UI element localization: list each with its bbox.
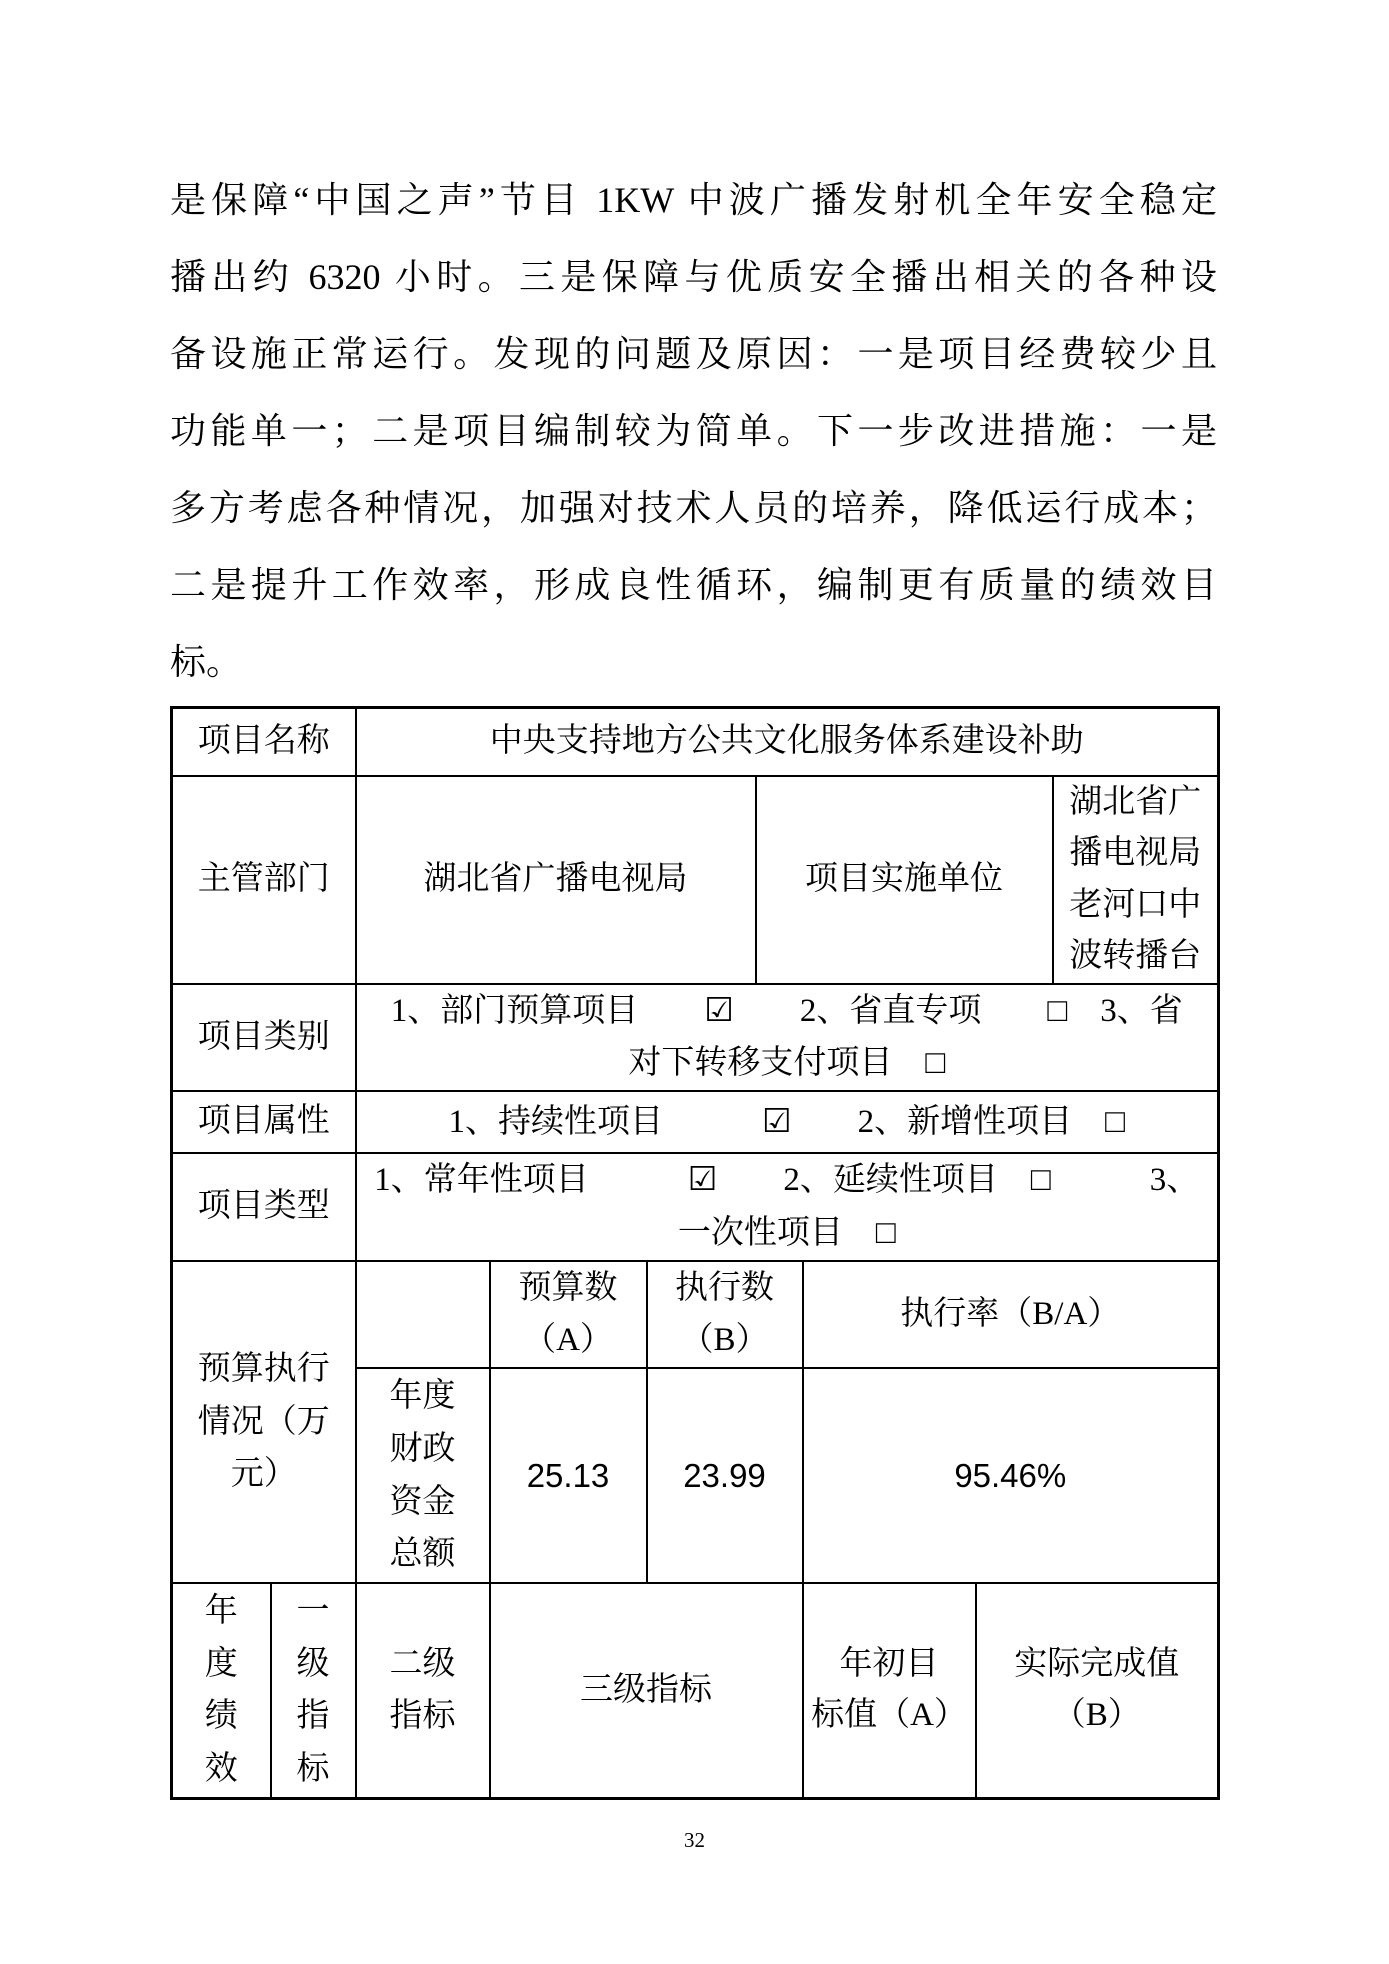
type-options-line2: 一次性项目 □	[677, 1215, 896, 1252]
type-label-cell: 项目类型	[172, 1153, 356, 1261]
exec-value-cell: 23.99	[647, 1368, 803, 1583]
performance-label-cell	[172, 1583, 271, 1798]
budget-col-a-header-cell: 预算数 （A）	[490, 1261, 647, 1368]
body-paragraph	[170, 162, 1217, 701]
project-name-label-cell: 项目名称	[172, 708, 356, 776]
row-attribute	[172, 1091, 1219, 1153]
paragraph-line: 播出约 6320 小时。三是保障与优质安全播出相关的各种设	[170, 257, 1217, 297]
level1-indicator-cell	[271, 1583, 356, 1798]
row-type	[172, 1153, 1219, 1261]
level2-indicator-label: 二级指标	[389, 1645, 456, 1735]
budget-empty-cell	[356, 1261, 490, 1368]
actual-value-header-cell: 实际完成值 （B）	[976, 1583, 1219, 1798]
page-content	[170, 162, 1217, 1800]
budget-section-label: 预算执行情况（万元）	[197, 1350, 330, 1493]
impl-unit-label-cell: 项目实施单位	[756, 776, 1053, 984]
level2-indicator-cell	[356, 1583, 490, 1798]
paragraph-line: 备设施正常运行。发现的问题及原因：一是项目经费较少且	[170, 334, 1217, 374]
impl-unit-value-cell: 湖北省广播电视局老河口中波转播台	[1053, 776, 1219, 984]
attribute-options-cell	[356, 1091, 1219, 1153]
paragraph-line: 二是提升工作效率，形成良性循环，编制更有质量的绩效目	[170, 565, 1217, 605]
level1-indicator-label: 一级指标	[296, 1592, 330, 1788]
row-project-name	[172, 708, 1219, 776]
type-options-line1: 1、常年性项目 ☑ 2、延续性项目 □ 3、	[374, 1162, 1200, 1199]
row-budget-header	[172, 1261, 1219, 1368]
budget-row-label-cell	[356, 1368, 490, 1583]
dept-label-cell: 主管部门	[172, 776, 356, 984]
row-dept	[172, 776, 1219, 984]
project-info-table	[170, 706, 1220, 1800]
budget-section-label-cell	[172, 1261, 356, 1583]
paragraph-line: 是保障“中国之声”节目 1KW 中波广播发射机全年安全稳定	[170, 180, 1217, 220]
paragraph-line: 标。	[170, 642, 243, 682]
category-label-cell: 项目类别	[172, 984, 356, 1092]
budget-value-cell: 25.13	[490, 1368, 647, 1583]
level3-indicator-cell: 三级指标	[490, 1583, 803, 1798]
project-name-value-cell: 中央支持地方公共文化服务体系建设补助	[356, 708, 1219, 776]
attribute-label-cell: 项目属性	[172, 1091, 356, 1153]
paragraph-line: 多方考虑各种情况，加强对技术人员的培养，降低运行成本；	[170, 488, 1217, 528]
budget-row-label: 年度财政资金总额	[389, 1378, 456, 1573]
category-options-cell	[356, 984, 1219, 1092]
attribute-options-line1: 1、持续性项目 ☑ 2、新增性项目 □	[448, 1103, 1126, 1140]
row-performance-header	[172, 1583, 1219, 1798]
rate-value-cell: 95.46%	[803, 1368, 1219, 1583]
category-options-line1: 1、部门预算项目 ☑ 2、省直专项 □ 3、省	[390, 992, 1183, 1029]
dept-value-cell: 湖北省广播电视局	[356, 776, 756, 984]
category-options-line2: 对下转移支付项目 □	[628, 1045, 946, 1082]
target-value-header-cell: 年初目 标值（A）	[803, 1583, 976, 1798]
performance-label: 年度绩效	[204, 1592, 238, 1788]
budget-col-b-header-cell: 执行数 （B）	[647, 1261, 803, 1368]
page-number: 32	[684, 1828, 705, 1852]
paragraph-line: 功能单一；二是项目编制较为简单。下一步改进措施：一是	[170, 411, 1217, 451]
row-category	[172, 984, 1219, 1092]
type-options-cell	[356, 1153, 1219, 1261]
budget-rate-header-cell: 执行率（B/A）	[803, 1261, 1219, 1368]
